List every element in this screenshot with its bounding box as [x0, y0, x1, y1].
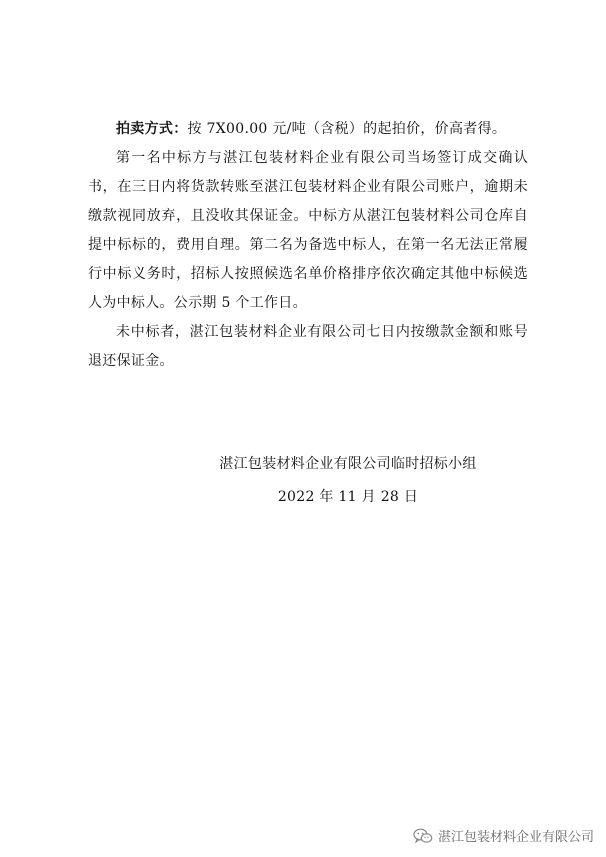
paragraph-refund-terms: 未中标者，湛江包装材料企业有限公司七日内按缴款金额和账号退还保证金。	[88, 324, 528, 369]
watermark	[413, 826, 594, 845]
paragraph-winner-terms: 第一名中标方与湛江包装材料企业有限公司当场签订成交确认书，在三日内将货款转账至湛江包装材料企业有限公司账户，逾期未缴款视同放弃，且没收其保证金。中标方从湛江包装材料公司仓库自提中标标的，费用自理。第二名为备选中标人，在第一名无法正常履行中标义务时，招标人按照候选名单价格排序依次确定其他中标候选人为中标人。公示期 5 个工作日。	[88, 150, 528, 311]
signature-organization: 湛江包装材料企业有限公司临时招标小组	[219, 456, 477, 472]
paragraph-auction-method	[88, 115, 528, 144]
signature-date: 2022 年 11 月 28 日	[277, 489, 419, 505]
watermark-text: 湛江包装材料企业有限公司	[437, 830, 594, 845]
auction-method-label: 拍卖方式：	[116, 121, 188, 137]
announcement-body	[88, 115, 528, 376]
auction-method-text: 按 7X00.00 元/吨（含税）的起拍价，价高者得。	[187, 121, 507, 137]
wechat-icon	[413, 828, 433, 844]
